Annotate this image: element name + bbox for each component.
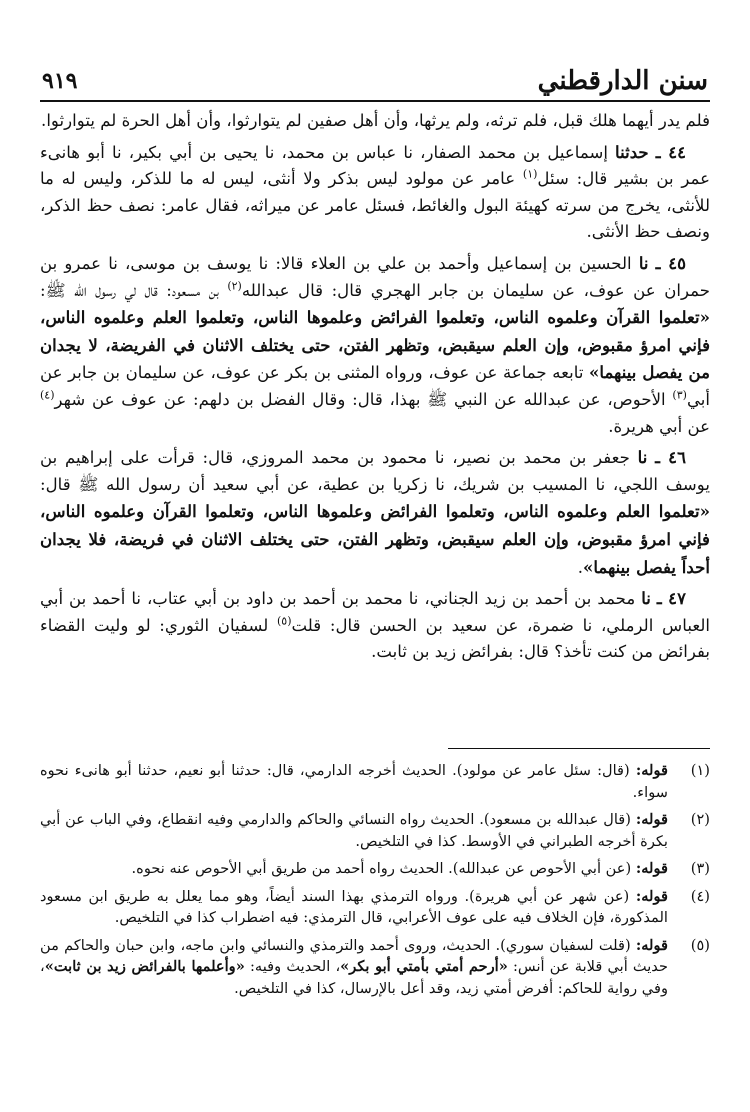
hadith-45 [40,250,710,440]
footnote-number: (٤) [690,887,710,905]
footnote-ref[interactable]: (١) [522,167,538,181]
footnote-body [40,935,668,1000]
footnote-quote: «أرحم أمتي بأمتي أبو بكر» [340,958,508,975]
hadith-text: . [577,557,583,577]
footnote-4 [40,886,710,929]
footnote-ref[interactable]: (٤) [40,388,55,402]
footnote-2 [40,809,710,852]
footnote-lead: قوله: [635,762,668,779]
prophetic-quote: «تعلموا القرآن وعلموه الناس، وتعلموا الفرائض وعلموها الناس، وتعلموا العلم وعلموه الناس، فإني امرؤ مقبوض، وإن العلم سيقبض، وتظهر الفتن، حتى يختلف الاثنان في الفريضة، لا يجدان من يفصل بينهما» [40,307,710,383]
footnote-ref[interactable]: (٢) [227,279,242,293]
footnote-text: (قال: سئل عامر عن مولود). الحديث أخرجه الدارمي، قال: حدثنا أبو نعيم، حدثنا أبو هانىء نحوه سواء. [40,762,668,801]
hadith-lead: نا [637,447,648,468]
footnote-3 [40,858,710,880]
footnote-body [40,858,668,880]
footnote-text: (قلت لسفيان سوري). الحديث، وروى أحمد والترمذي والنسائي وابن ماجه، وابن حبان والحاكم من حديث أبي قلابة عن أنس: [40,936,668,975]
hadith-lead: نا [641,588,651,609]
footnote-number: (٢) [690,811,710,828]
hadith-text: عن أبي هريرة. [608,416,710,436]
footnote-5 [40,935,710,1000]
footnote-number: (٣) [690,860,710,877]
hadith-number: ٤٤ ـ [655,141,687,162]
hadith-44 [40,139,710,246]
footnote-lead: قوله: [635,860,668,877]
page-number: ٩١٩ [42,68,78,94]
footnote-body [40,760,668,803]
footnote-quote: «وأعلمها بالفرائض زيد بن ثابت» [44,958,245,975]
hadith-text: الأحوص، عن عبدالله عن النبي ﷺ بهذا، قال: وقال الفضل بن دلهم: عن عوف عن شهر [54,389,673,409]
footnote-lead: قوله: [635,887,668,905]
footnote-text: ، وفي رواية للحاكم: أفرض أمتي زيد، وقد أعل بالإرسال، كذا في التلخيص. [40,958,668,997]
hadith-text: لسفيان الثوري: لو وليت القضاء بفرائض من كنت تأخذ؟ قال: بفرائض زيد بن ثابت. [40,615,710,662]
hadith-text: إسماعيل بن محمد الصفار، نا عباس بن محمد، نا يحيى بن أبي بكير، نا أبو هانىء عمر بن بشير قال: سئل [40,142,710,189]
footnote-body [40,809,668,852]
footnotes [40,760,710,1005]
running-title: سنن الدارقطني [537,66,708,96]
footnote-1 [40,760,710,803]
hadith-47 [40,585,710,666]
footnote-number: (٥) [690,936,710,954]
page-header [40,58,710,102]
footnote-text: (عن أبي الأحوص عن عبدالله). الحديث رواه أحمد من طريق أبي الأحوص عنه نحوه. [131,860,636,877]
hadith-text: عامر عن مولود ليس بذكر ولا أنثى، ليس له ما للذكر، وليس له ما للأنثى، يخرج من سرته كهيئة البول والغائط، فسئل عامر عن ميراثه، فقال عامر: نصف حظ الذكر، ونصف حظ الأنثى. [40,169,710,242]
footnote-lead: قوله: [635,811,668,828]
footnote-ref[interactable]: (٣) [672,388,687,402]
footnote-text: (قال عبدالله بن مسعود). الحديث رواه النسائي والحاكم والدارمي وفيه انقطاع، وفي الباب عن أبي بكرة أخرجه الطبراني في الأوسط. كذا في التلخيص. [40,811,668,850]
hadith-text: بن مسعود: قال لي رسول الله ﷺ: [40,280,228,300]
hadith-number: ٤٦ ـ [655,447,686,468]
footnote-text: ، الحديث وفيه: [244,958,341,975]
hadith-text: تابعه جماعة عن عوف، ورواه المثنى بن بكر عن عوف، عن سليمان بن جابر عن أبي [40,363,710,409]
main-text [40,108,710,670]
hadith-number: ٤٥ ـ [655,252,687,273]
hadith-text: محمد بن أحمد بن زيد الجناني، نا محمد بن أحمد بن داود بن أبي عتاب، نا أحمد بن أبي العباس الرملي، نا ضمرة، عن سعيد بن الحسن قال: قلت [40,589,710,635]
footnote-text: (عن شهر عن أبي هريرة). ورواه الترمذي بهذا السند أيضاً، وهو مما يعلل به طريق ابن مسعود المذكورة، فإن الخلاف فيه على عوف الأعرابي، قال الترمذي: فيه اضطراب كذا في التلخيص. [40,887,668,926]
footnote-number: (١) [690,762,710,779]
hadith-lead: حدثنا [615,141,649,162]
hadith-text: الحسين بن إسماعيل وأحمد بن علي بن العلاء قالا: نا يوسف بن موسى، نا عمرو بن حمران عن عوف، عن سليمان بن جابر الهجري قال: قال عبدالله [40,253,710,300]
footnote-body [40,886,668,929]
footnote-separator [448,748,710,749]
hadith-number: ٤٧ ـ [656,588,686,609]
footnote-lead: قوله: [635,936,668,954]
hadith-text: جعفر بن محمد بن نصير، نا محمود بن محمد المروزي، قال: قرأت على إبراهيم بن يوسف اللجي، نا المسيب بن شريك، نا زكريا بن عطية، عن أبي سعيد أن رسول الله ﷺ قال: [40,448,710,494]
paragraph-intro: فلم يدر أيهما هلك قبل، فلم ترثه، ولم يرثها، وأن أهل صفين لم يتوارثوا، وأن أهل الحرة لم يتوارثوا. [41,111,710,130]
prophetic-quote: «تعلموا العلم وعلموه الناس، وتعلموا الفرائض وعلموها الناس، وتعلموا القرآن وعلموه الناس، فإني امرؤ مقبوض، وإن العلم سيقبض، وتظهر الفتن، حتى يختلف الاثنان في فريضة، فلا يجدان أحداً يفصل بينهما» [40,501,710,577]
footnote-ref[interactable]: (٥) [276,614,292,628]
hadith-46 [40,444,710,581]
hadith-lead: نا [638,252,649,273]
